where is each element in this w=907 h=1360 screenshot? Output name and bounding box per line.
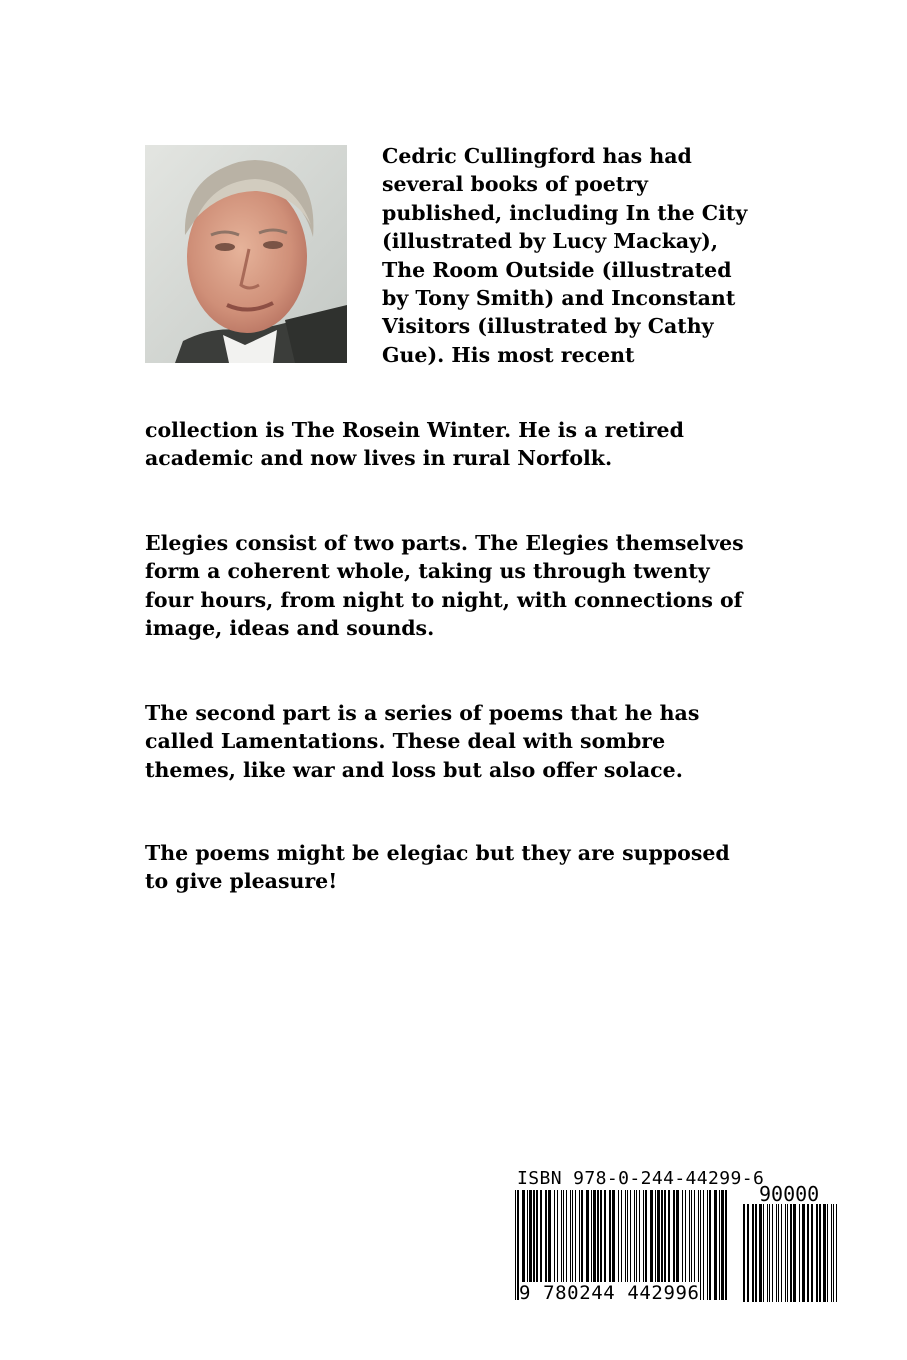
barcode-bar [799, 1204, 800, 1302]
closing-line: The poems might be elegiac but they are supposed [145, 841, 730, 865]
barcode-bar [781, 1204, 782, 1302]
elegies-line: form a coherent whole, taking us through twenty [145, 559, 710, 584]
bio-continuation-line: academic and now lives in rural Norfolk. [145, 446, 613, 471]
bio-intro-line: Gue). His most recent [382, 342, 635, 367]
bio-intro-line: Cedric Cullingford has had [382, 144, 692, 168]
lamentations-line: themes, like war and loss but also offer solace. [145, 757, 683, 782]
bio-continuation-paragraph [145, 416, 765, 473]
barcode-bar [767, 1204, 768, 1302]
barcode-bar [747, 1204, 749, 1302]
closing-paragraph [145, 839, 765, 896]
barcode-bar [714, 1190, 717, 1300]
barcode-bar [719, 1190, 720, 1300]
bio-intro-line: published, including In the City [382, 200, 748, 225]
barcode-bar [725, 1190, 727, 1300]
barcode-bar [752, 1204, 754, 1302]
elegies-line: four hours, from night to night, with connections of [145, 587, 743, 612]
barcode-bar [709, 1190, 711, 1300]
barcode-bar [769, 1204, 770, 1302]
barcode-bar [790, 1204, 792, 1302]
barcode-bar [778, 1204, 779, 1302]
barcode-bar [721, 1190, 724, 1300]
barcode-bar [776, 1204, 777, 1302]
lamentations-line: The second part is a series of poems that he has [145, 701, 700, 725]
price-code: 90000 [759, 1182, 820, 1206]
barcode-bar [743, 1204, 745, 1302]
barcode-bar [816, 1204, 818, 1302]
elegies-line: Elegies consist of two parts. The Elegies themselves [145, 531, 744, 555]
lamentations-line: called Lamentations. These deal with sombre [145, 729, 666, 754]
isbn-barcode [515, 1168, 840, 1318]
elegies-description-paragraph [145, 529, 765, 643]
barcode-bar [836, 1204, 837, 1302]
barcode-bar [827, 1204, 828, 1302]
barcode-bar [802, 1204, 805, 1302]
barcode-bar [763, 1204, 764, 1302]
barcode-bar [811, 1204, 813, 1302]
barcode-bar [772, 1204, 773, 1302]
barcode-bar [819, 1204, 821, 1302]
bio-continuation-line: collection is The Rosein Winter. He is a retired [145, 418, 684, 442]
bio-intro-line: The Room Outside (illustrated [382, 257, 732, 282]
bio-intro-paragraph [382, 142, 752, 369]
ean-digits: 9 780244 442996 [519, 1282, 700, 1304]
closing-line: to give pleasure! [145, 869, 338, 894]
barcode-bar [707, 1190, 708, 1300]
bio-intro-line: by Tony Smith) and Inconstant [382, 286, 736, 311]
barcode-bar [700, 1190, 701, 1300]
barcode-bar [823, 1204, 826, 1302]
barcode-bar [759, 1204, 762, 1302]
barcode-bar [787, 1204, 788, 1302]
barcode-bar [793, 1204, 796, 1302]
barcode-bar [515, 1190, 516, 1300]
barcode-bar [755, 1204, 757, 1302]
bio-intro-line: several books of poetry [382, 172, 648, 197]
bio-intro-line: Visitors (illustrated by Cathy [382, 314, 714, 339]
author-photo-illustration [145, 145, 347, 363]
elegies-line: image, ideas and sounds. [145, 616, 435, 641]
barcode-bar [807, 1204, 809, 1302]
barcode-bar [785, 1204, 786, 1302]
lamentations-description-paragraph [145, 699, 765, 784]
bio-intro-line: (illustrated by Lucy Mackay), [382, 229, 718, 254]
barcode-bar [833, 1204, 834, 1302]
author-photo [145, 145, 347, 363]
barcode-bar [703, 1190, 704, 1300]
barcode-bar [831, 1204, 832, 1302]
isbn-label: ISBN 978-0-244-44299-6 [517, 1168, 765, 1189]
